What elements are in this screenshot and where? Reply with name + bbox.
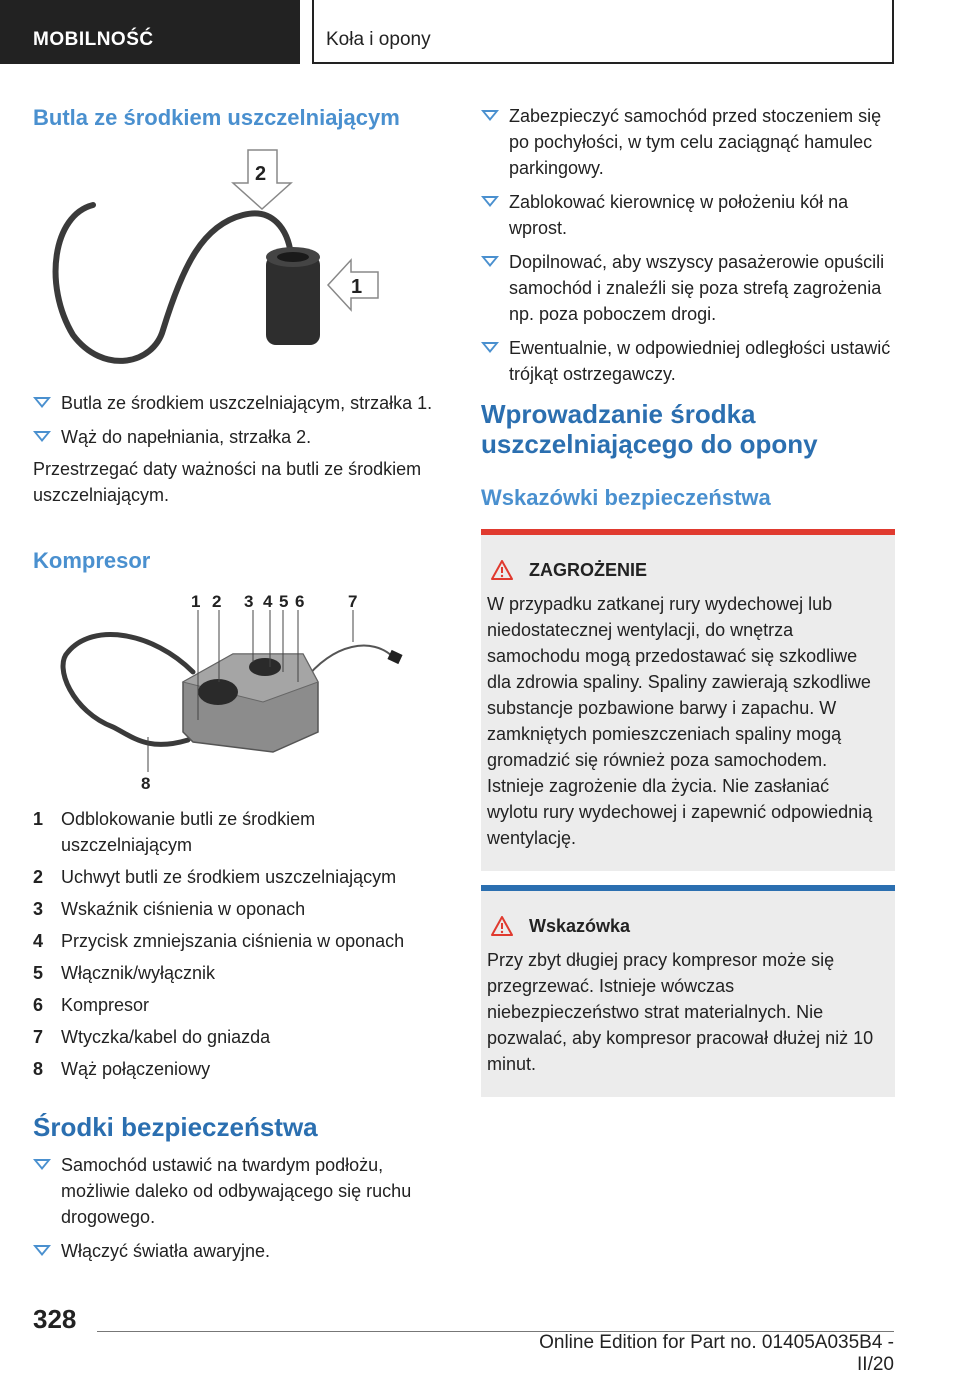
connection-hose (63, 635, 193, 745)
callout-3: 3 (244, 592, 254, 611)
note-text: Przy zbyt długiej pracy kompresor może się przegrzewać. Istnieje wówczas niebezpieczeństwo strat materialnych. Nie pozwalać, aby kompresor pracował dłużej niż 10 minut. (487, 950, 874, 1074)
section-title: MOBILNOŚĆ (33, 29, 154, 50)
danger-box (481, 529, 895, 871)
bottle-note: Przestrzegać daty ważności na butli ze środkiem uszczelniającym. (33, 459, 422, 505)
note-title-row (487, 913, 885, 939)
triangle-bullet-icon (481, 110, 499, 121)
compressor-illustration (33, 592, 448, 792)
callout-1: 1 (191, 592, 201, 611)
list-item: 3 Wskaźnik ciśnienia w oponach (33, 899, 306, 919)
triangle-bullet-icon (33, 431, 51, 442)
sealant-bottle (266, 255, 320, 345)
danger-title: ZAGROŻENIE (529, 560, 648, 580)
triangle-bullet-icon (481, 342, 499, 353)
arrow-1-label: 1 (351, 276, 363, 298)
chapter-tab (312, 0, 894, 64)
triangle-bullet-icon (481, 256, 499, 267)
triangle-bullet-icon (33, 1245, 51, 1256)
warning-triangle-icon (491, 560, 513, 580)
callout-4: 4 (263, 592, 273, 611)
power-plug (387, 650, 402, 664)
power-cable (303, 646, 393, 682)
list-item: Wąż do napełniania, strzałka 2. (33, 424, 448, 450)
list-item: Dopilnować, aby wszyscy pasażerowie opuścili samochód i znaleźli się poza strefą zagrożenia np. poza poboczem drogi. (481, 249, 895, 327)
list-item: 4 Przycisk zmniejszania ciśnienia w oponach (33, 931, 405, 951)
list-item: 7 Wtyczka/kabel do gniazda (33, 1027, 271, 1047)
main-heading: Wprowadzanie środka uszczelniającego do opony (481, 399, 818, 459)
triangle-bullet-icon (33, 1159, 51, 1170)
list-item: Ewentualnie, w odpowiedniej odległości ustawić trójkąt ostrzegawczy. (481, 335, 895, 387)
footer-edition: Online Edition for Part no. 01405A035B4 - II/20 (539, 1332, 894, 1375)
right-bullets (481, 103, 895, 387)
compressor-parts-list (33, 806, 448, 1082)
list-item: Zabezpieczyć samochód przed stoczeniem się po pochyłości, w tym celu zaciągnąć hamulec parkingowy. (481, 103, 895, 181)
right-column (481, 100, 895, 1097)
bottle-holder (198, 679, 238, 705)
callout-5: 5 (279, 592, 289, 611)
callout-8: 8 (141, 774, 151, 792)
bottle-bullets (33, 390, 448, 450)
note-box (481, 885, 895, 1097)
callout-7: 7 (348, 592, 358, 611)
sub-heading: Wskazówki bezpieczeństwa (481, 485, 771, 510)
filler-hose (56, 205, 291, 361)
triangle-bullet-icon (33, 397, 51, 408)
list-item: Samochód ustawić na twardym podłożu, możliwie daleko od odbywającego się ruchu drogowego. (33, 1152, 448, 1230)
list-item: 8 Wąż połączeniowy (33, 1059, 211, 1079)
note-title: Wskazówka (529, 916, 631, 936)
triangle-bullet-icon (481, 196, 499, 207)
pressure-gauge (249, 658, 281, 676)
warning-triangle-icon (491, 916, 513, 936)
list-item: 6 Kompresor (33, 995, 150, 1015)
chapter-title: Koła i opony (326, 29, 431, 50)
left-column (33, 100, 448, 1272)
list-item: 1 Odblokowanie butli ze środkiem uszczelniającym (33, 809, 316, 855)
list-item: 5 Włącznik/wyłącznik (33, 963, 216, 983)
bottle-heading: Butla ze środkiem uszczelniającym (33, 105, 400, 130)
section-tab (0, 0, 300, 64)
arrow-1-icon (328, 260, 378, 310)
page-number: 328 (33, 1304, 77, 1334)
compressor-heading: Kompresor (33, 548, 151, 573)
list-item: Butla ze środkiem uszczelniającym, strzałka 1. (33, 390, 448, 416)
danger-title-row (487, 557, 885, 583)
list-item: Zablokować kierownicę w położeniu kół na wprost. (481, 189, 895, 241)
list-item: 2 Uchwyt butli ze środkiem uszczelniającym (33, 867, 397, 887)
callout-6: 6 (295, 592, 305, 611)
safety-bullets (33, 1152, 448, 1264)
list-item: Włączyć światła awaryjne. (33, 1238, 448, 1264)
callout-2: 2 (212, 592, 222, 611)
arrow-2-label: 2 (255, 163, 267, 185)
safety-heading: Środki bezpieczeństwa (33, 1112, 318, 1142)
danger-text: W przypadku zatkanej rury wydechowej lub niedostatecznej wentylacji, do wnętrza samochodu mogą przedostawać się szkodliwe dla zdrowia spaliny. Spaliny zawierają szkodliwe substancje pozbawione barwy i zapachu. W zamkniętych pomieszczeniach spaliny mogą gromadzić się również poza samochodem. Istnieje zagrożenie dla życia. Nie zasłaniać wylotu rury wydechowej i zapewnić odpowiednią wentylację. (487, 594, 873, 848)
sealant-bottle-illustration (33, 145, 448, 370)
arrow-2-icon (233, 145, 291, 209)
